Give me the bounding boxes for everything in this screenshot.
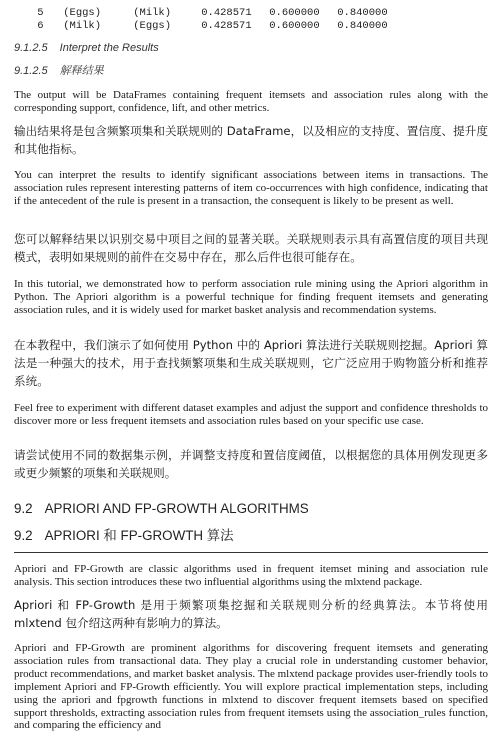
paragraph-en: In this tutorial, we demonstrated how to perform association rule mining using the Apriori algorithm in Python. The Apriori algorithm is a powerful technique for finding frequent itemsets and generating association rules, and it is widely used for market basket analysis and recommendation systems. <box>14 278 488 316</box>
paragraph-en: Feel free to experiment with different dataset examples and adjust the support and confidence thresholds to discover more or less frequent itemsets and association rules based on your specific use case. <box>14 402 488 427</box>
subsection-number: 9.1.2.5 <box>14 42 48 54</box>
value-cell: 0.600000 <box>269 20 320 32</box>
consequent-cell: (Milk) <box>133 7 172 19</box>
subsection-title: 解释结果 <box>59 65 104 77</box>
value-cell: 0.840000 <box>337 7 388 19</box>
antecedent-cell: (Milk) <box>63 20 102 32</box>
section-number: 9.2 <box>14 528 33 543</box>
section-divider <box>14 552 488 553</box>
paragraph-en: The output will be DataFrames containing frequent itemsets and association rules along with the corresponding support, confidence, lift, and other metrics. <box>14 89 488 114</box>
consequent-cell: (Eggs) <box>133 20 172 32</box>
row-index: 5 <box>37 7 44 19</box>
subsection-title: Interpret the Results <box>59 42 159 54</box>
value-cell: 0.428571 <box>201 20 252 32</box>
row-index: 6 <box>37 20 44 32</box>
section-title: APRIORI AND FP-GROWTH ALGORITHMS <box>44 501 309 516</box>
paragraph-en: You can interpret the results to identify significant associations between items in transactions. The association rules represent interesting patterns of item co-occurrences with high confidence, indicating that if the antecedent of the rule is present in a transaction, the consequent is likely to be present as well. <box>14 169 488 207</box>
subsection-heading-zh <box>14 62 104 78</box>
section-title: APRIORI 和 FP-GROWTH 算法 <box>44 528 234 543</box>
paragraph-zh: 请尝试使用不同的数据集示例，并调整支持度和置信度阈值，以根据您的具体用例发现更多或更少频繁的项集和关联规则。 <box>14 448 488 480</box>
paragraph-zh: 输出结果将是包含频繁项集和关联规则的 DataFrame，以及相应的支持度、置信度、提升度和其他指标。 <box>14 124 488 156</box>
paragraph-en: Apriori and FP-Growth are classic algorithms used in frequent itemset mining and association rule analysis. This section introduces these two influential algorithms using the mlxtend package. <box>14 563 488 588</box>
value-cell: 0.600000 <box>269 7 320 19</box>
paragraph-zh: 您可以解释结果以识别交易中项目之间的显著关联。关联规则表示具有高置信度的项目共现模式，表明如果规则的前件在交易中存在，那么后件也很可能存在。 <box>14 232 488 264</box>
section-heading-en <box>14 501 309 516</box>
paragraph-zh: Apriori 和 FP-Growth 是用于频繁项集挖掘和关联规则分析的经典算法。本节将使用 mlxtend 包介绍这两种有影响力的算法。 <box>14 598 488 630</box>
paragraph-zh: 在本教程中，我们演示了如何使用 Python 中的 Apriori 算法进行关联规则挖掘。Apriori 算法是一种强大的技术，用于查找频繁项集和生成关联规则，它广泛应用于购物篮分析和推荐系统。 <box>14 338 488 388</box>
section-number: 9.2 <box>14 501 33 516</box>
section-heading-zh <box>14 525 234 544</box>
value-cell: 0.428571 <box>201 7 252 19</box>
paragraph-en: Apriori and FP-Growth are prominent algorithms for discovering frequent itemsets and generating association rules from transactional data. They play a crucial role in understanding customer behavior, product recommendations, and market basket analysis. The mlxtend package provides user-friendly tools to implement Apriori and FP-Growth efficiently. You will explore practical implementation steps, including using the apriori and fpgrowth functions in mlxtend to discover frequent itemsets based on specified support thresholds, extracting association rules from frequent itemsets using the association_rules function, and comparing the efficiency and <box>14 642 488 732</box>
subsection-number: 9.1.2.5 <box>14 65 48 77</box>
code-output-row <box>0 5 397 32</box>
antecedent-cell: (Eggs) <box>63 7 102 19</box>
subsection-heading-en <box>14 42 159 54</box>
value-cell: 0.840000 <box>337 20 388 32</box>
